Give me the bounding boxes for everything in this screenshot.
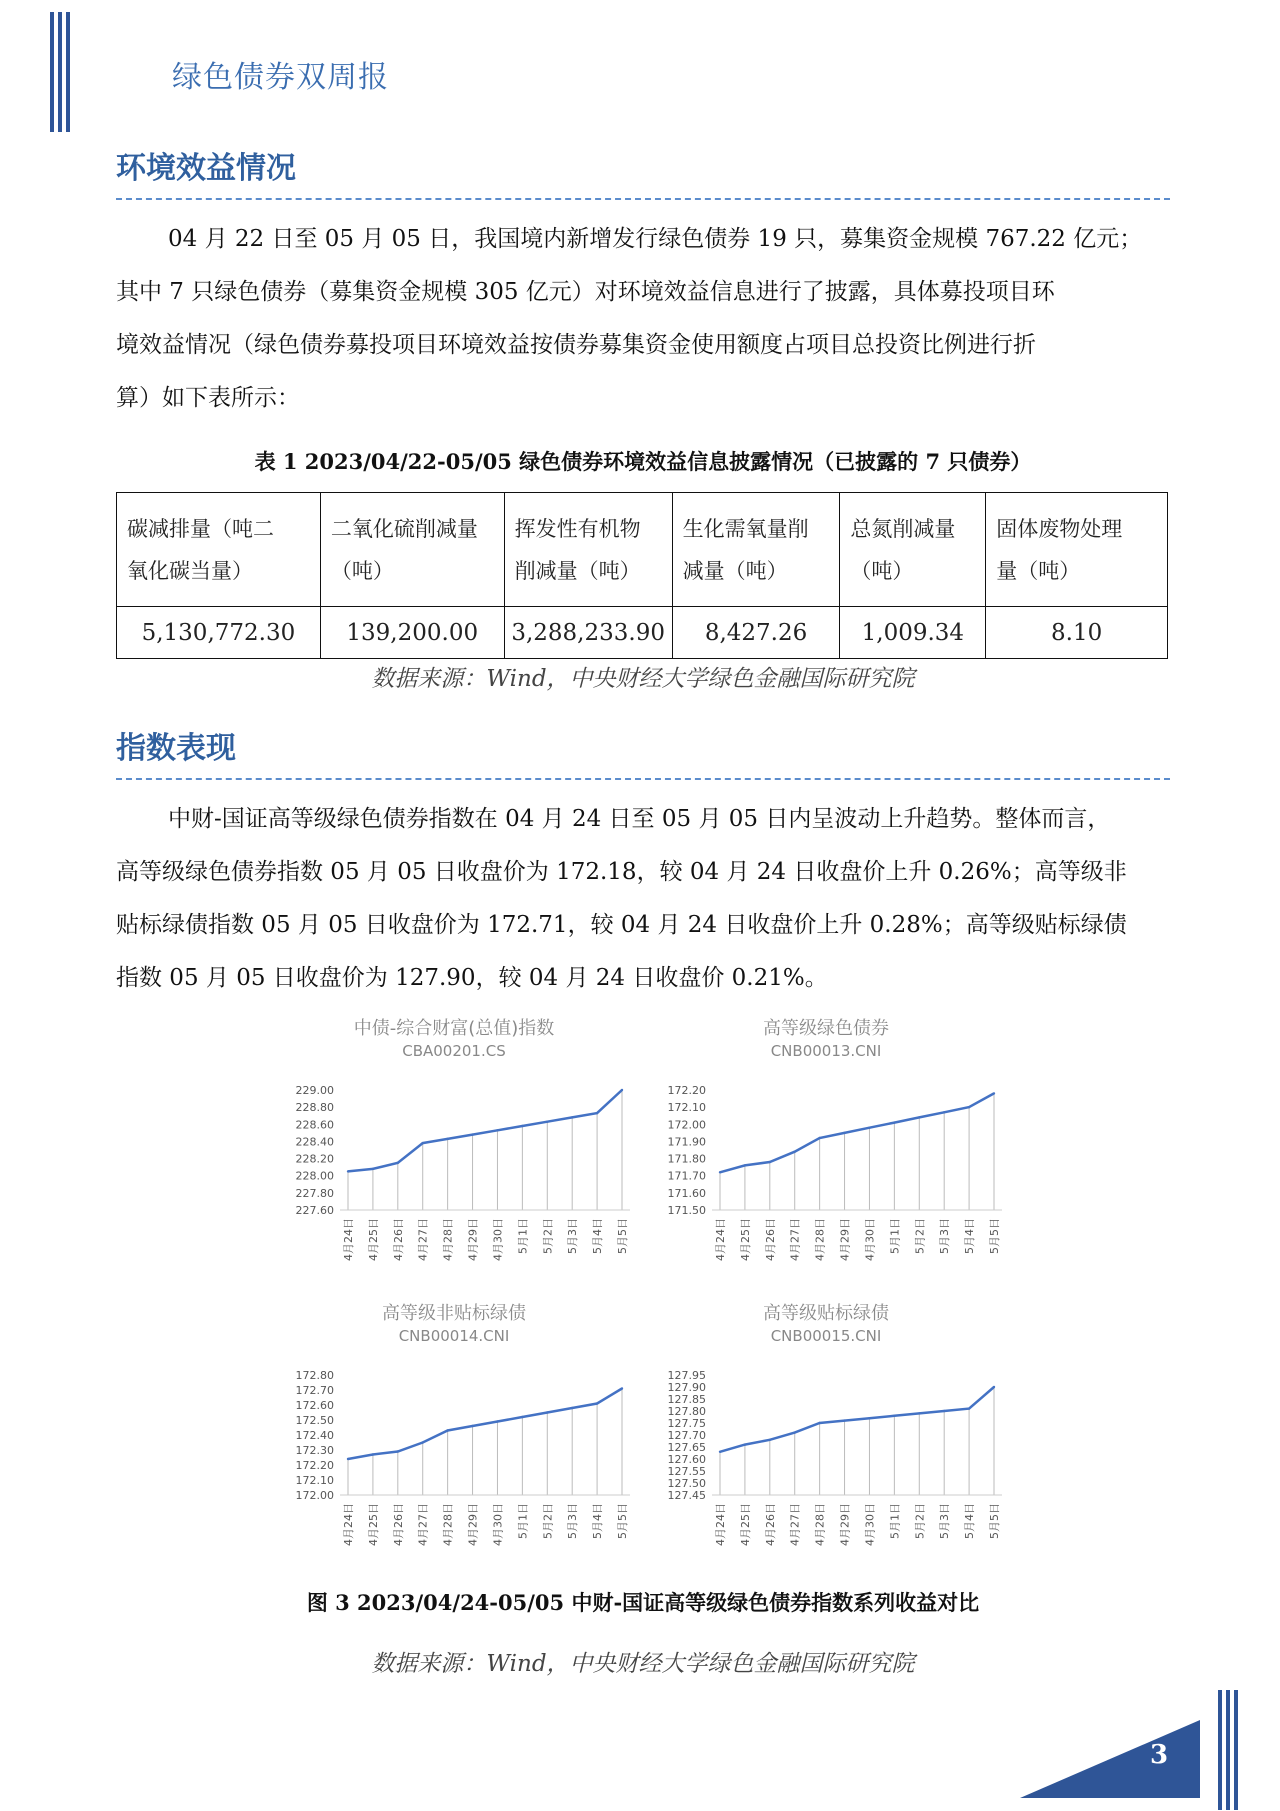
data-point bbox=[893, 1415, 895, 1417]
x-tick-label: 4月27日 bbox=[416, 1218, 430, 1261]
x-tick-label: 4月25日 bbox=[366, 1218, 380, 1261]
x-tick-label: 4月28日 bbox=[813, 1503, 827, 1546]
data-point bbox=[744, 1443, 746, 1445]
x-tick-label: 4月29日 bbox=[466, 1218, 480, 1261]
y-tick-label: 171.90 bbox=[667, 1135, 706, 1149]
paragraph-line: 高等级绿色债券指数 05 月 05 日收盘价为 172.18，较 04 月 24 日收盘价上升 0.26%；高等级非 bbox=[116, 859, 1127, 885]
x-tick-label: 4月26日 bbox=[763, 1218, 777, 1261]
table-cell: 8,427.26 bbox=[672, 607, 840, 659]
y-tick-label: 229.00 bbox=[295, 1084, 334, 1097]
table-header-cell: 生化需氧量削 减量（吨） bbox=[672, 493, 840, 607]
data-point bbox=[993, 1386, 995, 1388]
y-tick-label: 171.80 bbox=[667, 1152, 706, 1166]
x-tick-label: 4月25日 bbox=[738, 1218, 752, 1261]
y-tick-label: 171.60 bbox=[667, 1186, 706, 1200]
x-tick-label: 5月1日 bbox=[516, 1218, 530, 1254]
y-tick-label: 127.85 bbox=[667, 1393, 706, 1406]
data-point bbox=[968, 1106, 970, 1108]
x-tick-label: 5月2日 bbox=[913, 1218, 927, 1254]
x-tick-label: 5月3日 bbox=[938, 1218, 952, 1254]
y-tick-label: 127.95 bbox=[667, 1369, 706, 1382]
data-point bbox=[818, 1422, 820, 1424]
table-cell: 5,130,772.30 bbox=[117, 607, 321, 659]
x-tick-label: 5月1日 bbox=[516, 1503, 530, 1539]
x-tick-label: 5月5日 bbox=[616, 1218, 629, 1254]
y-tick-label: 127.55 bbox=[667, 1465, 706, 1478]
x-tick-label: 5月2日 bbox=[541, 1218, 555, 1254]
data-point bbox=[422, 1441, 424, 1443]
x-tick-label: 5月1日 bbox=[888, 1503, 902, 1539]
x-tick-label: 5月5日 bbox=[616, 1503, 629, 1539]
chart-title: 高等级绿色债券 bbox=[763, 1018, 889, 1039]
x-tick-label: 5月4日 bbox=[963, 1218, 977, 1254]
x-tick-label: 4月29日 bbox=[838, 1218, 852, 1261]
table-cell: 3,288,233.90 bbox=[504, 607, 672, 659]
series-line bbox=[348, 1090, 622, 1171]
x-tick-label: 4月25日 bbox=[366, 1503, 380, 1546]
data-point bbox=[372, 1168, 374, 1170]
section-title-index: 指数表现 bbox=[116, 731, 236, 766]
y-tick-label: 228.60 bbox=[295, 1118, 334, 1132]
chart-cba00201 bbox=[268, 1010, 640, 1280]
series-line bbox=[720, 1387, 994, 1452]
series-line bbox=[348, 1389, 622, 1460]
section-divider bbox=[116, 198, 1170, 200]
data-point bbox=[422, 1142, 424, 1144]
y-tick-label: 172.20 bbox=[295, 1459, 334, 1472]
y-tick-label: 172.30 bbox=[295, 1444, 334, 1457]
x-tick-label: 4月24日 bbox=[342, 1218, 355, 1261]
paragraph-line: 贴标绿债指数 05 月 05 日收盘价为 172.71，较 04 月 24 日收盘价上升 0.28%；高等级贴标绿债 bbox=[116, 912, 1127, 938]
data-point bbox=[943, 1410, 945, 1412]
table-row bbox=[117, 607, 1168, 659]
env-benefit-table bbox=[116, 492, 1168, 659]
x-tick-label: 5月4日 bbox=[591, 1503, 605, 1539]
data-point bbox=[471, 1133, 473, 1135]
chart-subtitle: CNB00015.CNI bbox=[770, 1327, 882, 1345]
data-point bbox=[794, 1151, 796, 1153]
data-point bbox=[843, 1132, 845, 1134]
x-tick-label: 5月1日 bbox=[888, 1218, 902, 1254]
line-chart bbox=[640, 1295, 1012, 1565]
figure-caption: 图 3 2023/04/24-05/05 中财-国证高等级绿色债券指数系列收益对比 bbox=[306, 1590, 980, 1615]
x-tick-label: 4月27日 bbox=[416, 1503, 430, 1546]
paragraph-line: 境效益情况（绿色债券募投项目环境效益按债券募集资金使用额度占项目总投资比例进行折 bbox=[116, 332, 1036, 358]
data-point bbox=[546, 1411, 548, 1413]
paragraph-line: 指数 05 月 05 日收盘价为 127.90，较 04 月 24 日收盘价 0.21%。 bbox=[116, 965, 828, 991]
y-tick-label: 127.90 bbox=[667, 1381, 706, 1394]
x-tick-label: 4月24日 bbox=[714, 1218, 727, 1261]
series-line bbox=[720, 1093, 994, 1172]
section-title-env: 环境效益情况 bbox=[116, 151, 296, 186]
y-tick-label: 127.80 bbox=[667, 1405, 706, 1418]
table-header-cell: 固体废物处理 量（吨） bbox=[986, 493, 1168, 607]
x-tick-label: 5月2日 bbox=[541, 1503, 555, 1539]
header-bar-2 bbox=[58, 12, 62, 132]
x-tick-label: 4月28日 bbox=[441, 1218, 455, 1261]
y-tick-label: 228.20 bbox=[295, 1152, 334, 1166]
y-tick-label: 171.70 bbox=[667, 1169, 706, 1183]
data-point bbox=[993, 1092, 995, 1094]
y-tick-label: 172.40 bbox=[295, 1429, 334, 1442]
data-point bbox=[943, 1111, 945, 1113]
y-tick-label: 172.00 bbox=[295, 1489, 334, 1502]
data-point bbox=[893, 1121, 895, 1123]
table-cell: 139,200.00 bbox=[320, 607, 504, 659]
data-point bbox=[521, 1416, 523, 1418]
header-title: 绿色债券双周报 bbox=[172, 60, 389, 95]
x-tick-label: 4月27日 bbox=[788, 1218, 802, 1261]
table-header-cell: 二氧化硫削减量 （吨） bbox=[320, 493, 504, 607]
y-tick-label: 127.50 bbox=[667, 1477, 706, 1490]
x-tick-label: 4月24日 bbox=[342, 1503, 355, 1546]
chart-cnb00013 bbox=[640, 1010, 1012, 1280]
chart-subtitle: CNB00014.CNI bbox=[398, 1327, 510, 1345]
data-point bbox=[818, 1137, 820, 1139]
y-tick-label: 127.60 bbox=[667, 1453, 706, 1466]
chart-cnb00014 bbox=[268, 1295, 640, 1565]
y-tick-label: 171.50 bbox=[667, 1204, 706, 1217]
x-tick-label: 4月25日 bbox=[738, 1503, 752, 1546]
table-cell: 8.10 bbox=[986, 607, 1168, 659]
paragraph-line: 算）如下表所示： bbox=[116, 385, 300, 411]
footer-triangle bbox=[1020, 1720, 1200, 1800]
data-point bbox=[496, 1129, 498, 1131]
data-point bbox=[744, 1164, 746, 1166]
y-tick-label: 228.80 bbox=[295, 1101, 334, 1115]
y-tick-label: 127.75 bbox=[667, 1417, 706, 1430]
y-tick-label: 127.65 bbox=[667, 1441, 706, 1454]
x-tick-label: 4月26日 bbox=[391, 1218, 405, 1261]
y-tick-label: 172.80 bbox=[295, 1369, 334, 1382]
x-tick-label: 4月29日 bbox=[466, 1503, 480, 1546]
x-tick-label: 4月30日 bbox=[863, 1218, 877, 1261]
table-cell: 1,009.34 bbox=[840, 607, 986, 659]
data-point bbox=[546, 1121, 548, 1123]
x-tick-label: 5月5日 bbox=[988, 1503, 1001, 1539]
footer-bar-1 bbox=[1218, 1690, 1222, 1810]
x-tick-label: 5月4日 bbox=[591, 1218, 605, 1254]
data-point bbox=[918, 1116, 920, 1118]
data-point bbox=[843, 1419, 845, 1421]
x-tick-label: 4月30日 bbox=[863, 1503, 877, 1546]
table-source: 数据来源：Wind，中央财经大学绿色金融国际研究院 bbox=[371, 666, 915, 692]
data-point bbox=[918, 1412, 920, 1414]
y-tick-label: 172.10 bbox=[667, 1101, 706, 1115]
y-tick-label: 172.70 bbox=[295, 1384, 334, 1397]
x-tick-label: 4月26日 bbox=[391, 1503, 405, 1546]
data-point bbox=[347, 1458, 349, 1460]
x-tick-label: 4月26日 bbox=[763, 1503, 777, 1546]
section-divider bbox=[116, 778, 1170, 780]
x-tick-label: 4月27日 bbox=[788, 1503, 802, 1546]
x-tick-label: 5月3日 bbox=[566, 1218, 580, 1254]
data-point bbox=[868, 1417, 870, 1419]
line-chart bbox=[268, 1295, 640, 1565]
data-point bbox=[372, 1453, 374, 1455]
data-point bbox=[596, 1112, 598, 1114]
y-tick-label: 172.60 bbox=[295, 1399, 334, 1412]
line-chart bbox=[268, 1010, 640, 1280]
data-point bbox=[446, 1429, 448, 1431]
chart-cnb00015 bbox=[640, 1295, 1012, 1565]
y-tick-label: 172.20 bbox=[667, 1084, 706, 1097]
x-tick-label: 5月3日 bbox=[938, 1503, 952, 1539]
data-point bbox=[794, 1431, 796, 1433]
data-point bbox=[769, 1161, 771, 1163]
data-point bbox=[347, 1170, 349, 1172]
x-tick-label: 5月4日 bbox=[963, 1503, 977, 1539]
data-point bbox=[868, 1127, 870, 1129]
table-caption: 表 1 2023/04/22-05/05 绿色债券环境效益信息披露情况（已披露的 7 只债券） bbox=[254, 449, 1032, 474]
paragraph-line: 中财-国证高等级绿色债券指数在 04 月 24 日至 05 月 05 日内呈波动上升趋势。整体而言， bbox=[168, 806, 1111, 832]
table-header-cell: 碳减排量（吨二 氧化碳当量） bbox=[117, 493, 321, 607]
data-point bbox=[496, 1420, 498, 1422]
line-chart bbox=[640, 1010, 1012, 1280]
data-point bbox=[719, 1451, 721, 1453]
data-point bbox=[471, 1425, 473, 1427]
data-point bbox=[571, 1116, 573, 1118]
x-tick-label: 5月3日 bbox=[566, 1503, 580, 1539]
x-tick-label: 4月24日 bbox=[714, 1503, 727, 1546]
data-point bbox=[397, 1450, 399, 1452]
data-point bbox=[521, 1125, 523, 1127]
header-bar-3 bbox=[66, 12, 70, 132]
env-paragraph bbox=[116, 213, 1170, 425]
y-tick-label: 172.00 bbox=[667, 1118, 706, 1132]
data-point bbox=[596, 1402, 598, 1404]
data-point bbox=[719, 1171, 721, 1173]
chart-title: 中债-综合财富(总值)指数 bbox=[353, 1018, 555, 1039]
paragraph-line: 04 月 22 日至 05 月 05 日，我国境内新增发行绿色债券 19 只，募集资金规模 767.22 亿元； bbox=[168, 226, 1143, 252]
index-paragraph bbox=[116, 793, 1170, 1005]
header-bar-1 bbox=[50, 12, 54, 132]
data-point bbox=[968, 1407, 970, 1409]
x-tick-label: 4月29日 bbox=[838, 1503, 852, 1546]
chart-subtitle: CNB00013.CNI bbox=[770, 1042, 882, 1060]
y-tick-label: 227.80 bbox=[295, 1186, 334, 1200]
table-header-cell: 总氮削减量 （吨） bbox=[840, 493, 986, 607]
x-tick-label: 4月30日 bbox=[491, 1503, 505, 1546]
x-tick-label: 4月30日 bbox=[491, 1218, 505, 1261]
page-number: 3 bbox=[1150, 1740, 1169, 1770]
data-point bbox=[621, 1089, 623, 1091]
data-point bbox=[621, 1387, 623, 1389]
x-tick-label: 4月28日 bbox=[813, 1218, 827, 1261]
x-tick-label: 5月2日 bbox=[913, 1503, 927, 1539]
table-header-cell: 挥发性有机物 削减量（吨） bbox=[504, 493, 672, 607]
data-point bbox=[571, 1407, 573, 1409]
chart-title: 高等级非贴标绿债 bbox=[382, 1303, 526, 1324]
y-tick-label: 172.50 bbox=[295, 1414, 334, 1427]
footer-bar-2 bbox=[1226, 1690, 1230, 1810]
y-tick-label: 227.60 bbox=[295, 1204, 334, 1217]
y-tick-label: 228.40 bbox=[295, 1135, 334, 1149]
data-point bbox=[769, 1439, 771, 1441]
chart-title: 高等级贴标绿债 bbox=[763, 1303, 889, 1324]
paragraph-line: 其中 7 只绿色债券（募集资金规模 305 亿元）对环境效益信息进行了披露，具体募投项目环 bbox=[116, 279, 1055, 305]
y-tick-label: 127.45 bbox=[667, 1489, 706, 1502]
y-tick-label: 228.00 bbox=[295, 1169, 334, 1183]
figure-source: 数据来源：Wind，中央财经大学绿色金融国际研究院 bbox=[371, 1651, 915, 1677]
footer-bar-3 bbox=[1234, 1690, 1238, 1810]
x-tick-label: 4月28日 bbox=[441, 1503, 455, 1546]
data-point bbox=[397, 1162, 399, 1164]
table-header-row bbox=[117, 493, 1168, 607]
data-point bbox=[446, 1138, 448, 1140]
x-tick-label: 5月5日 bbox=[988, 1218, 1001, 1254]
y-tick-label: 172.10 bbox=[295, 1474, 334, 1487]
chart-subtitle: CBA00201.CS bbox=[402, 1042, 506, 1060]
y-tick-label: 127.70 bbox=[667, 1429, 706, 1442]
